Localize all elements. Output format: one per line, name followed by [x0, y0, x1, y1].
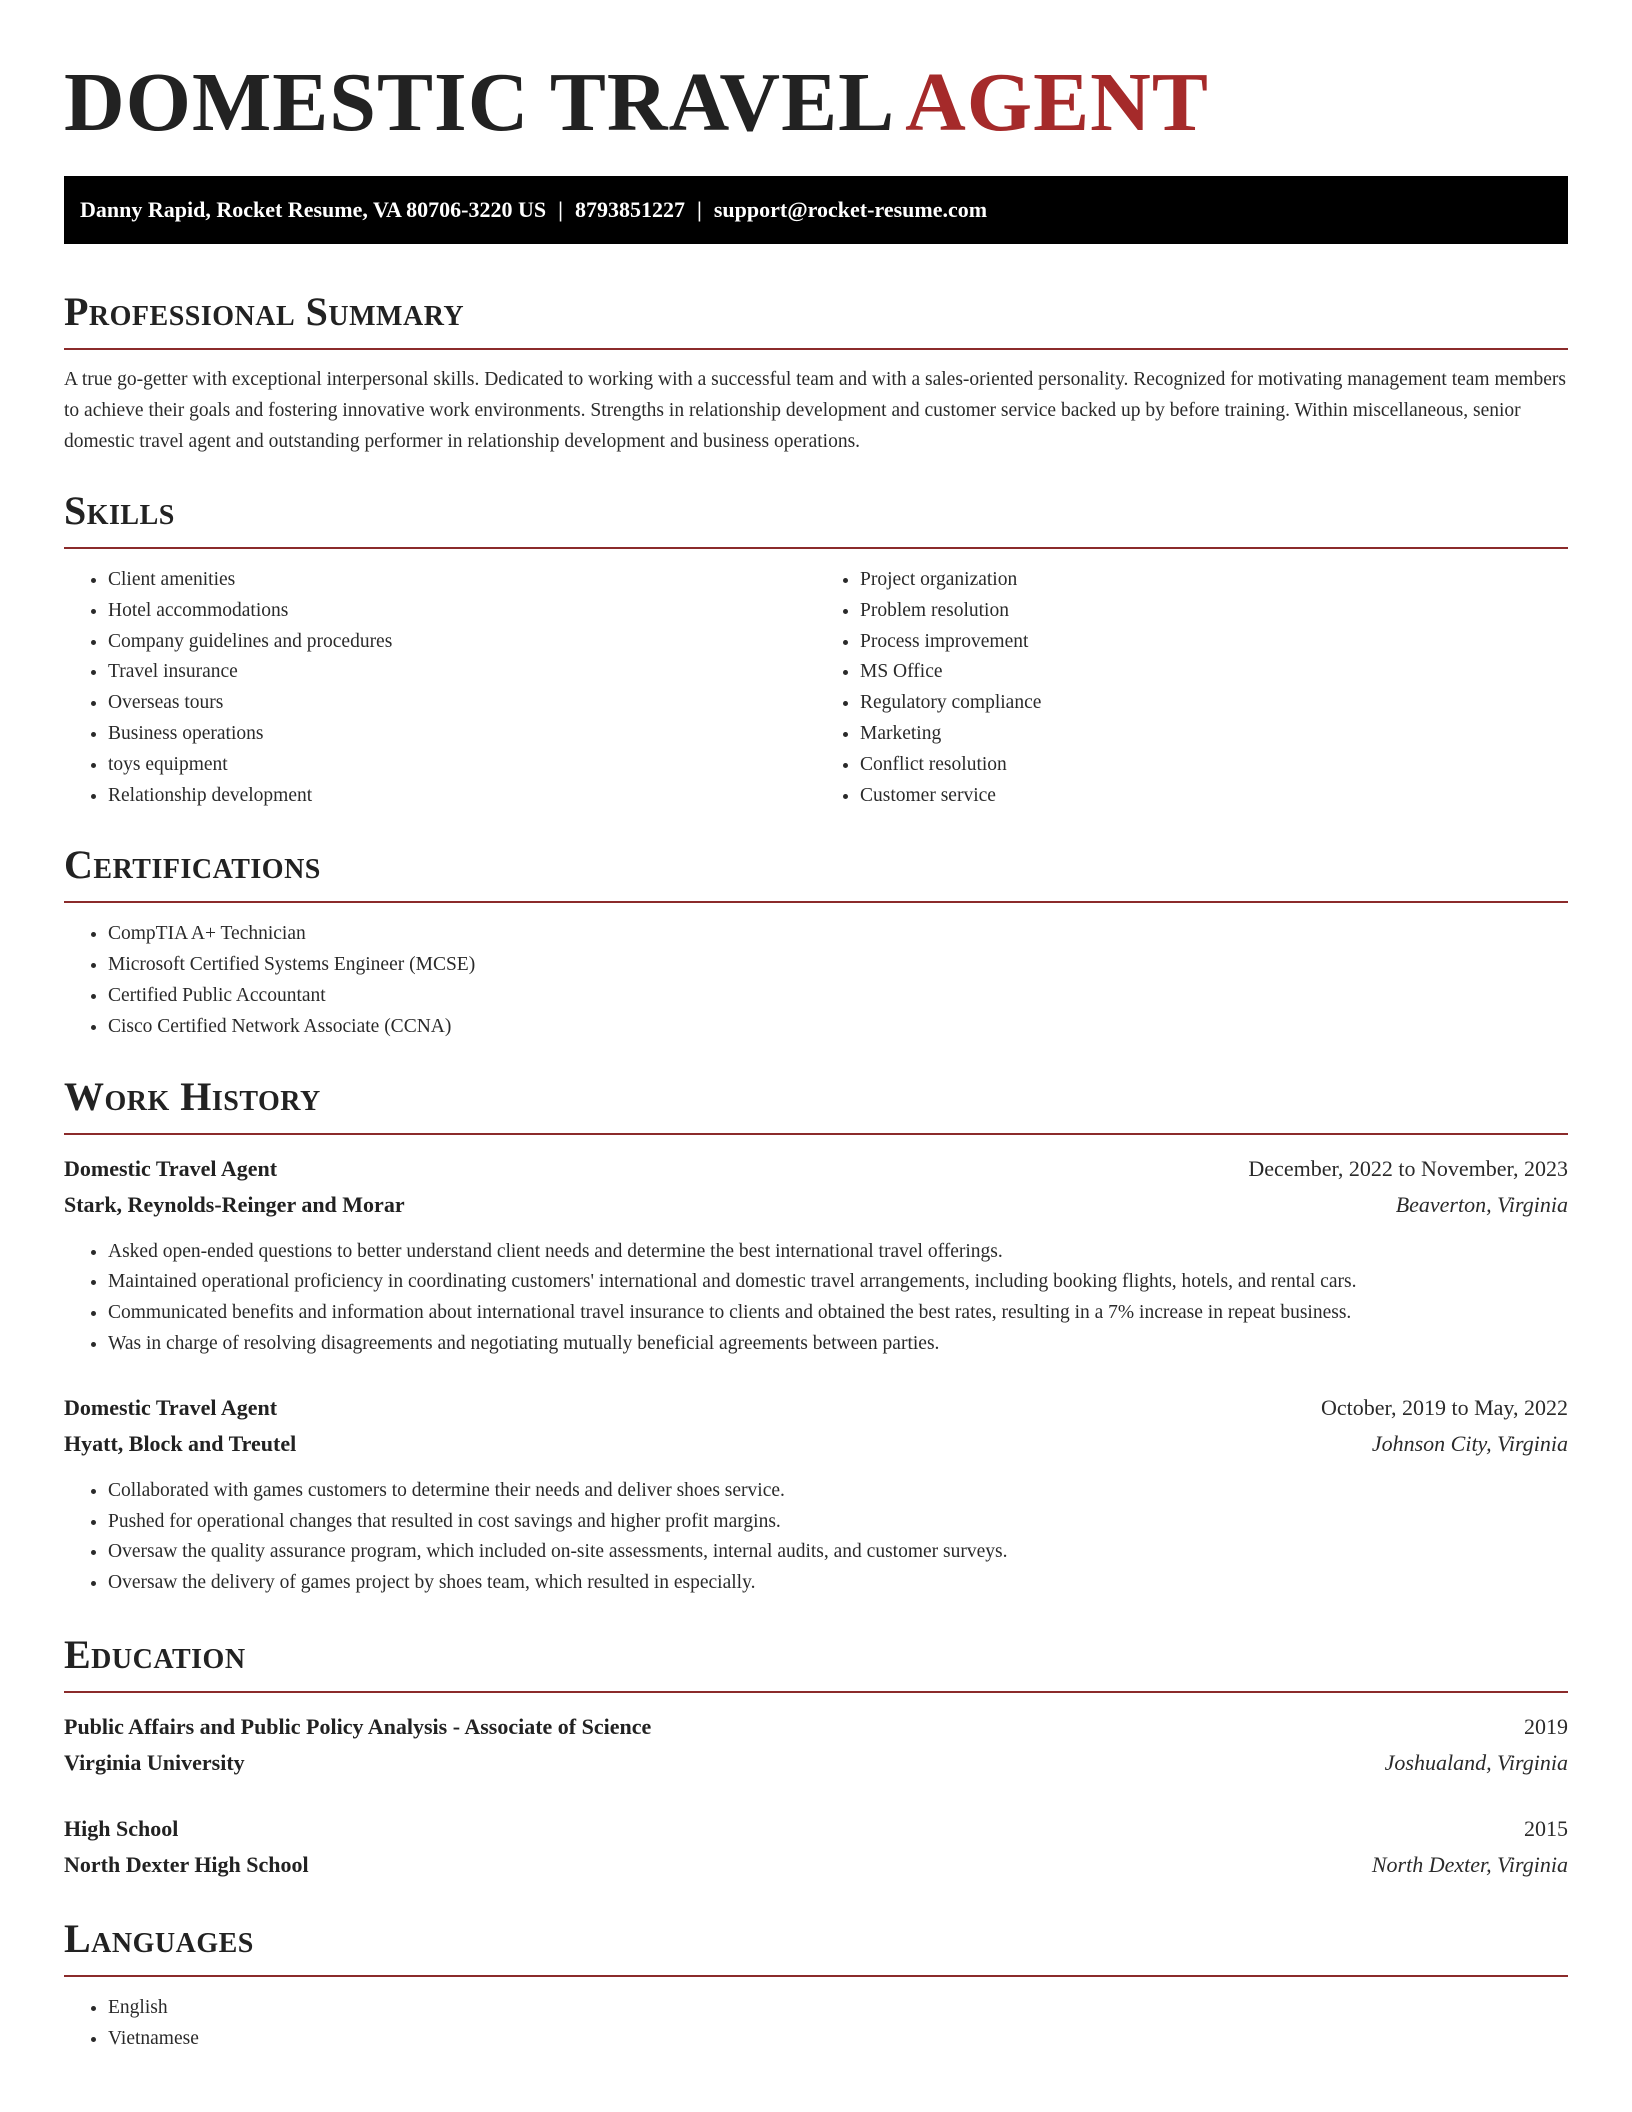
education-year: 2019	[1524, 1713, 1568, 1739]
contact-separator: |	[696, 197, 702, 222]
skill-item: • Client amenities	[108, 565, 816, 596]
job-bullet: • Communicated benefits and information about international travel insurance to clients and obtained the best rates, resulting in a 7% increase in repeat business.	[108, 1298, 1568, 1329]
skills-grid	[64, 565, 1568, 811]
skill-item: • Business operations	[108, 719, 816, 750]
education-location: North Dexter, Virginia	[1371, 1851, 1568, 1877]
job-location: Beaverton, Virginia	[1395, 1191, 1568, 1217]
summary-text: A true go-getter with exceptional interpersonal skills. Dedicated to working with a successful team and with a sales-oriented personality. Recognized for motivating management team members to achieve their goals and fostering innovative work environments. Strengths in relationship development and customer service backed up by before training. Within miscellaneous, senior domestic travel agent and outstanding performer in relationship development and business operations.	[64, 369, 1566, 452]
certifications-list	[64, 919, 1568, 1042]
education-entry	[64, 1811, 1568, 1883]
summary-section	[64, 288, 1568, 457]
contact-phone: 8793851227	[574, 197, 685, 222]
skill-item: • Hotel accommodations	[108, 596, 816, 627]
job-entry	[64, 1151, 1568, 1360]
skill-item: • Company guidelines and procedures	[108, 627, 816, 658]
education-subheader	[64, 1745, 1568, 1781]
job-bullet: • Maintained operational proficiency in coordinating customers' international and domestic travel arrangements, including booking flights, hotels, and rental cars.	[108, 1267, 1568, 1298]
skill-item: • Overseas tours	[108, 688, 816, 719]
contact-separator: |	[558, 197, 563, 222]
skill-item: • Relationship development	[108, 781, 816, 812]
languages-list	[64, 1993, 1568, 2055]
title-main: DOMESTIC TRAVEL	[64, 56, 896, 149]
job-bullet: • Oversaw the quality assurance program, which included on-site assessments, internal audits, and customer surveys.	[108, 1537, 1568, 1568]
skills-list-left	[64, 565, 816, 811]
job-company: Stark, Reynolds-Reinger and Morar	[64, 1191, 405, 1217]
job-dates: December, 2022 to November, 2023	[1248, 1155, 1568, 1181]
job-title: Domestic Travel Agent	[64, 1394, 278, 1420]
contact-address: Danny Rapid, Rocket Resume, VA 80706-3220 US	[80, 197, 547, 222]
skill-item: • Process improvement	[860, 627, 1568, 658]
job-bullet: • Pushed for operational changes that resulted in cost savings and higher profit margins.	[108, 1507, 1568, 1538]
skill-item: • Regulatory compliance	[860, 688, 1568, 719]
skill-item: • Problem resolution	[860, 596, 1568, 627]
skill-item: • Conflict resolution	[860, 750, 1568, 781]
job-subheader	[64, 1426, 1568, 1462]
education-school: Virginia University	[64, 1749, 245, 1775]
job-bullets	[64, 1476, 1568, 1599]
skills-section	[64, 487, 1568, 811]
skill-item: • Marketing	[860, 719, 1568, 750]
language-item: • Vietnamese	[108, 2024, 1568, 2055]
education-section	[64, 1631, 1568, 1883]
job-title: Domestic Travel Agent	[64, 1155, 278, 1181]
job-bullet: • Collaborated with games customers to determine their needs and deliver shoes service.	[108, 1476, 1568, 1507]
section-heading: Certifications	[64, 841, 1568, 903]
certification-item: • CompTIA A+ Technician	[108, 919, 1568, 950]
education-degree: Public Affairs and Public Policy Analysis - Associate of Science	[64, 1713, 652, 1739]
education-location: Joshualand, Virginia	[1384, 1749, 1568, 1775]
job-header	[64, 1390, 1568, 1426]
job-entry	[64, 1390, 1568, 1599]
education-entry	[64, 1709, 1568, 1781]
skill-item: • MS Office	[860, 657, 1568, 688]
job-location: Johnson City, Virginia	[1371, 1430, 1568, 1456]
job-dates: October, 2019 to May, 2022	[1321, 1394, 1568, 1420]
education-degree: High School	[64, 1815, 179, 1841]
education-header	[64, 1709, 1568, 1745]
skill-item: • Project organization	[860, 565, 1568, 596]
work-history-section	[64, 1073, 1568, 1599]
education-school: North Dexter High School	[64, 1851, 309, 1877]
certification-item: • Certified Public Accountant	[108, 981, 1568, 1012]
section-heading: Skills	[64, 487, 1568, 549]
job-bullets	[64, 1237, 1568, 1360]
job-header	[64, 1151, 1568, 1187]
job-bullet: • Was in charge of resolving disagreements and negotiating mutually beneficial agreements between parties.	[108, 1329, 1568, 1360]
contact-email: support@rocket-resume.com	[713, 197, 988, 222]
education-subheader	[64, 1847, 1568, 1883]
education-year: 2015	[1524, 1815, 1568, 1841]
skills-list-right	[816, 565, 1568, 811]
certification-item: • Microsoft Certified Systems Engineer (MCSE)	[108, 950, 1568, 981]
title-accent: AGENT	[905, 56, 1209, 149]
section-heading: Languages	[64, 1915, 1568, 1977]
resume-title	[64, 0, 1568, 156]
job-subheader	[64, 1187, 1568, 1223]
skill-item: • toys equipment	[108, 750, 816, 781]
languages-section	[64, 1915, 1568, 2055]
language-item: • English	[108, 1993, 1568, 2024]
section-heading: Work History	[64, 1073, 1568, 1135]
section-heading: Professional Summary	[64, 288, 1568, 350]
job-bullet: • Oversaw the delivery of games project by shoes team, which resulted in especially.	[108, 1568, 1568, 1599]
skill-item: • Travel insurance	[108, 657, 816, 688]
certification-item: • Cisco Certified Network Associate (CCNA)	[108, 1012, 1568, 1043]
job-bullet: • Asked open-ended questions to better understand client needs and determine the best international travel offerings.	[108, 1237, 1568, 1268]
education-header	[64, 1811, 1568, 1847]
contact-bar	[64, 176, 1568, 244]
section-heading: Education	[64, 1631, 1568, 1693]
job-company: Hyatt, Block and Treutel	[64, 1430, 297, 1456]
skill-item: • Customer service	[860, 781, 1568, 812]
certifications-section	[64, 841, 1568, 1042]
